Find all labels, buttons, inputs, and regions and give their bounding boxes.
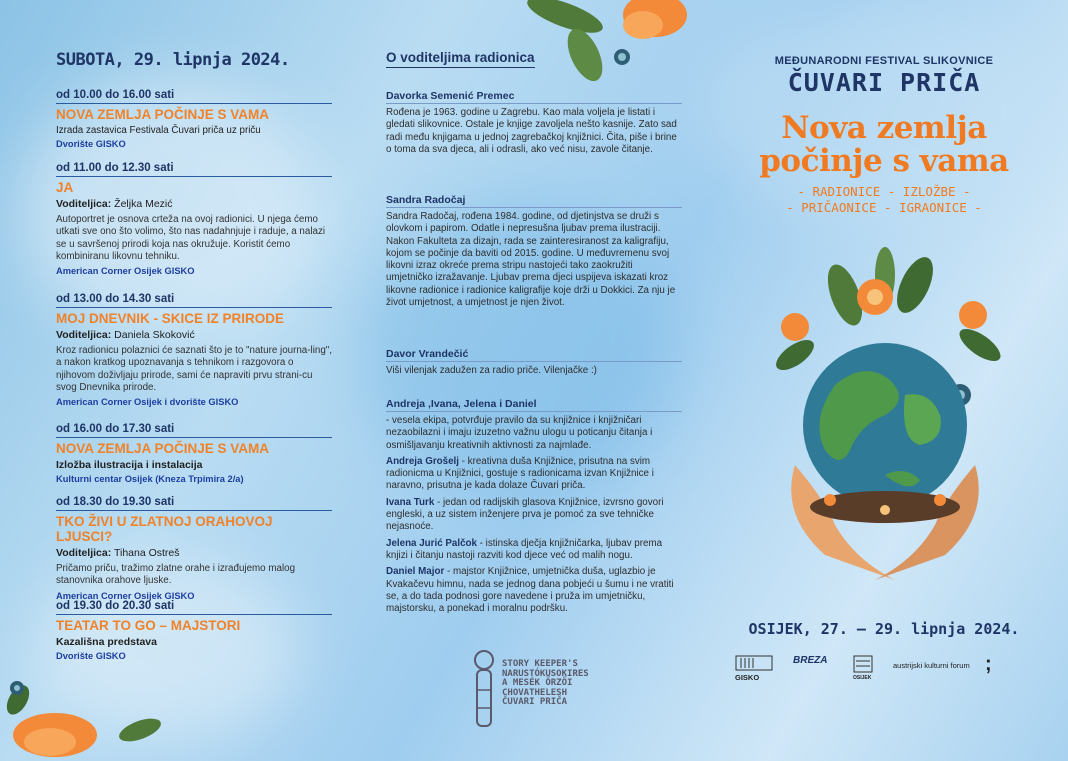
team-member-name: Ivana Turk bbox=[386, 496, 435, 508]
event-place: American Corner Osijek GISKO bbox=[56, 590, 195, 601]
sponsor-logos bbox=[735, 655, 1035, 689]
event-time: od 11.00 do 12.30 sati bbox=[56, 162, 332, 177]
bio-2 bbox=[386, 194, 682, 309]
team-member-name: Daniel Major bbox=[386, 566, 445, 578]
story-keepers-stamp bbox=[470, 650, 620, 732]
event-title: NOVA ZEMLJA POČINJE S VAMA bbox=[56, 441, 270, 456]
bio-1 bbox=[386, 90, 682, 156]
bio-text: Sandra Radočaj, rođena 1984. godine, od djetinjstva se druži s olovkom i papirom. Odatle i nepresušna ljubav prema ilustraciji. Nakon Fakulteta za dizajn, rada se zainteresiranost za kaligrafiju, kojom se počinje da baviti od 2015. godine. U međuvremenu svoj likovni izraz okreće prema stripu nastojeći tako zaokružiti umjetničko izražavanje. Ljubav prema djeci uspijeva iskazati kroz likovne radionice i radionice kaligrafije koje drži u Dokkici. Za nju je život umjetnost, a umjetnost je njen život. bbox=[386, 211, 676, 309]
logo-label: GISKO bbox=[735, 673, 760, 682]
semicolon-logo: ; bbox=[985, 653, 992, 675]
lead-person: Tihana Ostreš bbox=[111, 547, 180, 559]
event-place: American Corner Osijek GISKO bbox=[56, 266, 195, 277]
team-member bbox=[386, 497, 682, 534]
earth-in-hands-illustration bbox=[735, 245, 1035, 590]
flower-decoration-top bbox=[505, 0, 695, 95]
event-description: Autoportret je osnova crteža na ovoj radionici. U njega ćemo utkati sve ono što volimo, što nas nadahnjuje i raduje, a nalazi se u savršenoj prirodi koja nas okružuje. Koristit ćemo kombiniranu likovnu tehniku. bbox=[56, 214, 326, 262]
event-title: JA bbox=[56, 180, 74, 195]
stamp-line: STORY KEEPER'S bbox=[502, 659, 578, 669]
lead-label: Kazališna predstava bbox=[56, 636, 157, 648]
tagline-line: - RADIONICE - IZLOŽBE - bbox=[797, 184, 971, 199]
event-time: od 18.30 do 19.30 sati bbox=[56, 496, 332, 511]
event-time: od 10.00 do 16.00 sati bbox=[56, 89, 332, 104]
team-member bbox=[386, 456, 682, 493]
tagline bbox=[700, 184, 1068, 216]
section-title: O voditeljima radionica bbox=[386, 50, 535, 68]
event-time: od 13.00 do 14.30 sati bbox=[56, 293, 332, 308]
bio-name: Andreja ,Ivana, Jelena i Daniel bbox=[386, 398, 682, 412]
bio-text: - vesela ekipa, potvrđuje pravilo da su knjižnice i knjižničari nezaobilazni i imaju izuzetno važnu ulogu u poticanju čitanja i osmišljavanju kreativnih aktivnosti za najmlađe. bbox=[386, 415, 653, 451]
event-title: MOJ DNEVNIK - SKICE IZ PRIRODE bbox=[56, 311, 285, 326]
team-member bbox=[386, 538, 682, 563]
event-5 bbox=[56, 496, 332, 601]
bio-name: Davorka Semenić Premec bbox=[386, 90, 682, 104]
lead-label: Izložba ilustracija i instalacija bbox=[56, 459, 203, 471]
festival-name: ČUVARI PRIČA bbox=[787, 68, 981, 97]
stamp-line: A MESÉK ŐRZŐI bbox=[502, 678, 573, 689]
logo-label: OSIJEK bbox=[853, 675, 872, 681]
team-member bbox=[386, 566, 682, 615]
bio-3 bbox=[386, 348, 682, 377]
event-lead bbox=[56, 547, 332, 559]
team-member-text: - jedan od radijskih glasova Knjižnice, izvrsno govori engleski, a uz sistem inženjere prva je pomoć za sve tehničke nejasnoće. bbox=[386, 496, 664, 533]
event-title: TKO ŽIVI U ZLATNOJ ORAHOVOJ LJUSCI? bbox=[56, 514, 273, 544]
osijek-logo-icon bbox=[853, 655, 873, 673]
event-title: NOVA ZEMLJA POČINJE S VAMA bbox=[56, 107, 270, 122]
team-member-text: - istinska dječja knjižničarka, ljubav prema knjizi i čitanju nastoji razviti kod djece već od malih nogu. bbox=[386, 537, 663, 561]
event-4 bbox=[56, 423, 332, 484]
bio-4 bbox=[386, 398, 682, 615]
event-2 bbox=[56, 162, 332, 276]
event-description: Pričamo priču, tražimo zlatne orahe i izrađujemo malog stanovnika orahove ljuske. bbox=[56, 563, 296, 587]
gisko-logo bbox=[735, 655, 773, 682]
main-title-line: počinje s vama bbox=[759, 143, 1009, 179]
lead-label: Voditeljica: bbox=[56, 547, 112, 559]
event-place: Dvorište GISKO bbox=[56, 139, 126, 149]
flower-decoration-bottom bbox=[0, 670, 165, 761]
team-member-text: - majstor Knjižnice, umjetnička duša, uglazbio je Kvakačevu himnu, nada se jednog dana pobjeći u šumu i ne vratiti se, a do tada podnosi gore navedene i pruža im umjetničku, majstorsku, a ponekad i moralnu podršku. bbox=[386, 566, 674, 615]
event-lead bbox=[56, 198, 332, 210]
stamp-line: CHOVATHELESH bbox=[502, 687, 568, 698]
lead-person: Daniela Skoković bbox=[111, 329, 195, 341]
tagline-line: - PRIČAONICE - IGRAONICE - bbox=[786, 200, 982, 215]
lead-label: Voditeljica: bbox=[56, 329, 112, 341]
main-title-line: Nova zemlja bbox=[781, 110, 987, 146]
event-lead: Izrada zastavica Festivala Čuvari priča uz priču bbox=[56, 125, 261, 136]
event-place: Kulturni centar Osijek (Kneza Trpimira 2/a) bbox=[56, 474, 244, 484]
event-time: od 16.00 do 17.30 sati bbox=[56, 423, 332, 438]
main-title bbox=[700, 112, 1068, 178]
event-description: Kroz radionicu polaznici će saznati što je to "nature journa-ling", a nakon kratkog upoznavanja s tehnikom i razgovora o njihovom doživljaju prirode, sami će napraviti prvu strani-cu svog Dnevnika prirode. bbox=[56, 345, 332, 393]
event-place: Dvorište GISKO bbox=[56, 651, 126, 661]
stamp-line: ČUVARI PRIČA bbox=[502, 697, 568, 708]
event-1 bbox=[56, 89, 332, 149]
team-member-name: Jelena Jurić Palčok bbox=[386, 537, 477, 549]
lead-person: Željka Mezić bbox=[111, 198, 173, 210]
austrian-forum-logo: austrijski kulturni forum bbox=[893, 661, 970, 670]
event-lead bbox=[56, 636, 332, 648]
event-lead bbox=[56, 329, 332, 341]
day-title: SUBOTA, 29. lipnja 2024. bbox=[56, 50, 290, 70]
event-lead bbox=[56, 459, 332, 471]
osijek-logo bbox=[853, 655, 873, 681]
stamp-text bbox=[502, 660, 589, 708]
bio-name: Davor Vrandečić bbox=[386, 348, 682, 362]
event-title: TEATAR TO GO – MAJSTORI bbox=[56, 618, 241, 633]
bio-name: Sandra Radočaj bbox=[386, 194, 682, 208]
event-place: American Corner Osijek i dvorište GISKO bbox=[56, 397, 239, 408]
breza-logo: BREZA bbox=[793, 655, 828, 666]
festival-subtitle: MEĐUNARODNI FESTIVAL SLIKOVNICE bbox=[774, 55, 994, 67]
festival-header bbox=[700, 55, 1068, 216]
event-dates: OSIJEK, 27. – 29. lipnja 2024. bbox=[748, 620, 1020, 638]
event-time: od 19.30 do 20.30 sati bbox=[56, 600, 332, 615]
team-member-text: - kreativna duša Knjižnice, prisutna na svim radionicma u Knjižnici, gostuje s radionicama izvan Knjižnice i naravno, prisutna je kada dolaze Čuvari priča. bbox=[386, 455, 654, 492]
stamp-figure-icon bbox=[470, 650, 500, 732]
bio-text: Viši vilenjak zadužen za radio priče. Vilenjačke :) bbox=[386, 365, 597, 376]
team-member-name: Andreja Grošelj bbox=[386, 455, 459, 467]
event-6 bbox=[56, 600, 332, 661]
bio-text: Rođena je 1963. godine u Zagrebu. Kao mala voljela je listati i gledati slikovnice. Ostale je knjige zavoljela nešto kasnije. Zato sad radi među knjigama u jednoj zagrebačkoj knjižnici. Čita, piše i brine o toma da sva djeca, ali i odrasli, ako već nisu, zavole čitanje. bbox=[386, 107, 677, 155]
event-3 bbox=[56, 293, 332, 407]
stamp-line: NARUSTÓKUSOKIRES bbox=[502, 668, 589, 679]
lead-label: Voditeljica: bbox=[56, 198, 112, 210]
